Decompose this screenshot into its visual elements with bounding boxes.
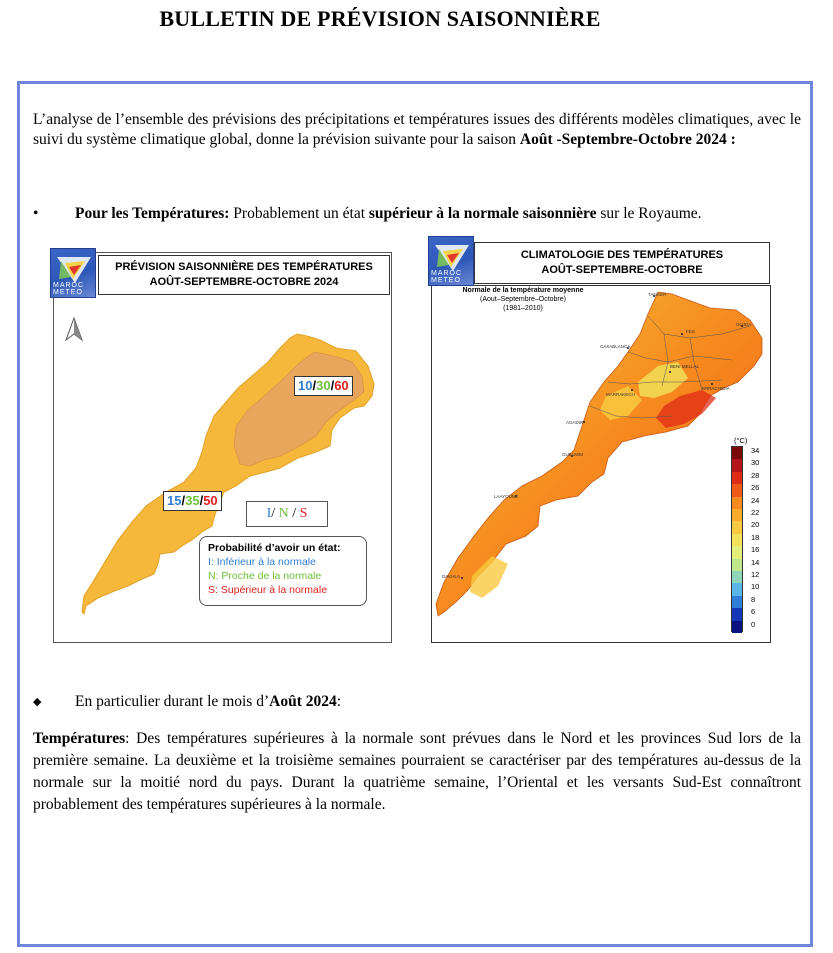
colorbar-segment (732, 497, 742, 510)
note-line-2: (Aout–Septembre–Octobre) (480, 296, 566, 303)
climatology-map-graphic (432, 286, 770, 642)
colorbar-segment (732, 484, 742, 497)
colorbar-tick-label: 22 (751, 508, 760, 517)
colorbar-tick-label: 6 (751, 607, 756, 617)
city-label-casablanca: CASABLANCA (600, 344, 631, 349)
logo2-text-1: MAROC (431, 270, 463, 277)
colorbar-tick-label: 24 (751, 495, 760, 505)
colorbar-tick-label: 30 (751, 458, 760, 468)
paragraph-text: : Des températures supérieures à la normale sont prévues dans le Nord et les provinces Sud lors de la première semaine. La deuxième et la troisième semaines pourraient se caractériser par des températures au-dessus de la normale sur la moitié nord du pays. Durant la quatrième semaine, l’Oriental et les versants Sud-Est connaîtront probablement des températures supérieures à la normale. (33, 730, 801, 813)
colorbar-segment (732, 459, 742, 472)
city-label-fes: FES (686, 329, 695, 334)
colorbar-unit: (°C) (734, 436, 748, 445)
prob-north-s: 60 (334, 378, 349, 393)
prob-box-south: 15/35/50 (163, 491, 222, 511)
legend-item-inferieur: I: Inférieur à la normale (208, 556, 316, 568)
north-arrow-icon (66, 318, 82, 340)
colorbar-segment (732, 447, 742, 460)
note-line-3: (1981–2010) (503, 305, 543, 312)
colorbar-tick-label: 18 (751, 532, 760, 542)
probability-legend (199, 536, 367, 606)
temperature-colorbar (731, 446, 743, 632)
colorbar-tick-label: 8 (751, 594, 756, 604)
paragraph-label: Températures (33, 730, 126, 747)
legend-item-proche: N: Proche de la normale (208, 570, 322, 582)
colorbar-segment (732, 608, 742, 621)
intro-text: L’analyse de l’ensemble des prévisions des précipitations et températures issues des différents modèles climatiques, avec le suivi du système climatique global, donne la prévision suivante pour la saison (33, 111, 801, 148)
forecast-map-title-1: PRÉVISION SAISONNIÈRE DES TEMPÉRATURES (115, 261, 373, 273)
city-label-beni-mellal: BENI MELLAL (670, 364, 700, 369)
colorbar-segment (732, 583, 742, 596)
ins-n: N (278, 506, 289, 521)
city-label-guelmim: GUELMIM (562, 452, 584, 457)
city-label-oujda: OUJDA (736, 322, 752, 327)
colorbar-segment (732, 521, 742, 534)
note-line-1: Normale de la température moyenne (462, 287, 584, 294)
colorbar-tick-label: 34 (751, 446, 760, 455)
colorbar-tick-label: 10 (751, 582, 760, 592)
legend-item-superieur: S: Supérieur à la normale (208, 584, 328, 596)
city-label-errachidia: ERRACHIDIA (702, 386, 730, 391)
colorbar-segment (732, 546, 742, 559)
colorbar-segment (732, 509, 742, 522)
city-label-agadir: AGADIR (566, 420, 584, 425)
season-label: Août -Septembre-Octobre 2024 : (519, 131, 736, 148)
page-title: BULLETIN DE PRÉVISION SAISONNIÈRE (159, 6, 601, 31)
bullet-temperatures-bold: supérieur à la normale saisonnière (368, 205, 597, 222)
ins-legend-box: I/ N / S (246, 501, 328, 527)
prob-box-north: 10/30/60 (294, 376, 353, 396)
city-label-dakhla: DAKHLA (442, 574, 461, 579)
forecast-map-title-2: AOÛT-SEPTEMBRE-OCTOBRE 2024 (149, 276, 339, 288)
logo-text-2: METEO (53, 289, 83, 296)
colorbar-tick-label: 14 (751, 557, 760, 567)
prob-north-i: 10 (298, 378, 313, 393)
colorbar-segment (732, 571, 742, 584)
intro-paragraph (33, 110, 801, 150)
forecast-map-title-box (98, 255, 390, 295)
bullet-temperatures-label: Pour les Températures: (75, 205, 230, 222)
city-label-laayoune: LAAYOUNE (494, 494, 519, 499)
bullet-dot-icon: • (33, 205, 39, 222)
maroc-meteo-logo (50, 248, 96, 298)
colorbar-segment (732, 472, 742, 485)
colorbar-segment (732, 621, 742, 634)
colorbar-segment (732, 596, 742, 609)
colorbar-tick-label: 12 (751, 570, 760, 579)
maroc-meteo-logo-2 (428, 236, 474, 286)
prob-south-s: 50 (203, 493, 218, 508)
climatology-title-2: AOÛT-SEPTEMBRE-OCTOBRE (541, 264, 703, 276)
city-label-tanger: TANGER (648, 292, 667, 297)
ins-s: S (299, 506, 308, 521)
prob-south-n: 35 (185, 493, 200, 508)
diamond-bullet-icon: ◆ (33, 696, 42, 708)
august-paragraph (33, 728, 801, 816)
logo-text-1: MAROC (53, 282, 85, 289)
bullet-temperatures-text-b: sur le Royaume. (596, 205, 702, 222)
colorbar-segment (732, 534, 742, 547)
ins-i: I (266, 506, 272, 521)
colorbar-tick-label: 16 (751, 545, 760, 555)
colorbar-tick-label: 26 (751, 483, 760, 493)
prob-south-i: 15 (167, 493, 182, 508)
climatology-title-1: CLIMATOLOGIE DES TEMPÉRATURES (520, 249, 724, 261)
city-label-marrakech: MARRAKECH (606, 392, 635, 397)
bullet-august-month: Août 2024 (269, 693, 337, 710)
colorbar-tick-label: 28 (751, 470, 760, 480)
prob-north-n: 30 (316, 378, 331, 393)
bullet-august-colon: : (336, 693, 342, 710)
climatology-map-title-box (474, 242, 770, 284)
colorbar-segment (732, 559, 742, 572)
colorbar-tick-label: 0 (751, 619, 756, 629)
colorbar-tick-label: 20 (751, 520, 760, 530)
logo2-text-2: METEO (431, 277, 461, 284)
bullet-temperatures-text-a: Probablement un état (229, 205, 369, 222)
legend-title: Probabilité d’avoir un état: (208, 542, 341, 554)
bullet-august-text: En particulier durant le mois d’ (75, 693, 270, 710)
